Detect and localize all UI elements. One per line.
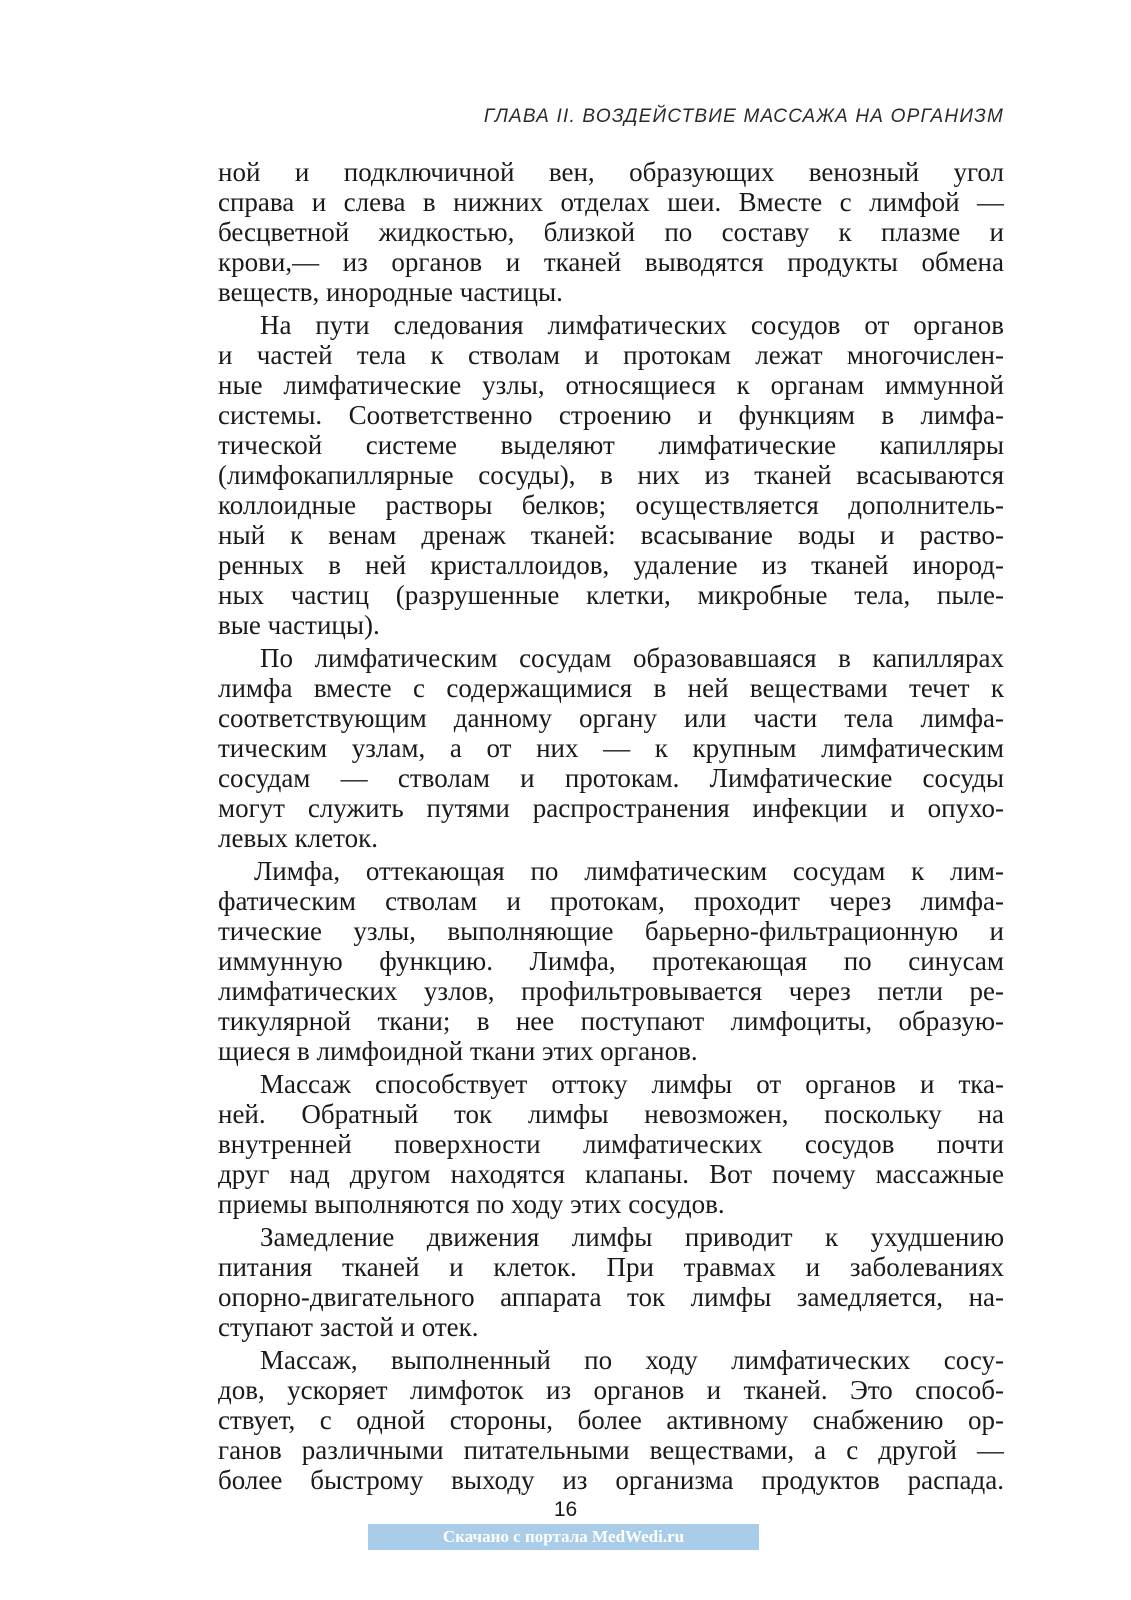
- page-number: 16: [553, 1498, 578, 1521]
- text-line: питания тканей и клеток. При травмах и заболеваниях: [218, 1252, 1004, 1282]
- text-line: вые частицы).: [218, 610, 380, 640]
- paragraph: [218, 856, 1004, 1066]
- text-line: системы. Соответственно строению и функциям в лимфа-: [218, 400, 1004, 430]
- text-line: лимфатических узлов, профильтровывается через петли ре-: [218, 976, 1004, 1006]
- text-line: левых клеток.: [218, 823, 378, 853]
- text-line: тической системе выделяют лимфатические капилляры: [218, 430, 1004, 460]
- text-line: лимфа вместе с содержащимися в ней веществами течет к: [218, 673, 1004, 703]
- text-line: Замедление движения лимфы приводит к ухудшению: [260, 1222, 1004, 1252]
- text-line: ствует, с одной стороны, более активному снабжению ор-: [218, 1405, 1004, 1435]
- text-line: ганов различными питательными веществами, а с другой —: [218, 1435, 1004, 1465]
- text-line: На пути следования лимфатических сосудов от органов: [260, 310, 1004, 340]
- text-line: Лимфа, оттекающая по лимфатическим сосудам к лим-: [254, 856, 1004, 886]
- text-line: справа и слева в нижних отделах шеи. Вместе с лимфой —: [218, 187, 1004, 217]
- text-line: сосудам — стволам и протокам. Лимфатические сосуды: [218, 763, 1004, 793]
- paragraph: [218, 1222, 1004, 1342]
- text-line: ней. Обратный ток лимфы невозможен, поскольку на: [218, 1099, 1004, 1129]
- text-body: [218, 157, 1004, 1495]
- text-line: ренных в ней кристаллоидов, удаление из тканей инород-: [218, 550, 1004, 580]
- paragraph: [218, 157, 1004, 307]
- text-line: ные лимфатические узлы, относящиеся к органам иммунной: [218, 370, 1004, 400]
- text-line: ный к венам дренаж тканей: всасывание воды и раство-: [218, 520, 1004, 550]
- text-line: веществ, инородные частицы.: [218, 277, 563, 307]
- text-line: опорно-двигательного аппарата ток лимфы замедляется, на-: [218, 1282, 1004, 1312]
- text-line: внутренней поверхности лимфатических сосудов почти: [218, 1129, 1004, 1159]
- text-line: тические узлы, выполняющие барьерно-фильтрационную и: [218, 916, 1004, 946]
- text-line: крови,— из органов и тканей выводятся продукты обмена: [218, 247, 1004, 277]
- download-watermark-banner: Скачано с портала MedWedi.ru: [368, 1524, 759, 1550]
- text-line: дов, ускоряет лимфоток из органов и тканей. Это способ-: [218, 1375, 1004, 1405]
- text-line: ступают застой и отек.: [218, 1312, 479, 1342]
- text-line: и частей тела к стволам и протокам лежат многочислен-: [218, 340, 1004, 370]
- text-line: (лимфокапиллярные сосуды), в них из тканей всасываются: [218, 460, 1004, 490]
- text-line: фатическим стволам и протокам, проходит через лимфа-: [218, 886, 1004, 916]
- text-line: Массаж, выполненный по ходу лимфатических сосу-: [260, 1345, 1004, 1375]
- paragraph: [218, 310, 1004, 640]
- text-line: тическим узлам, а от них — к крупным лимфатическим: [218, 733, 1004, 763]
- paragraph: [218, 643, 1004, 853]
- text-line: ной и подключичной вен, образующих венозный угол: [218, 157, 1004, 187]
- text-line: друг над другом находятся клапаны. Вот почему массажные: [218, 1159, 1004, 1189]
- text-line: тикулярной ткани; в нее поступают лимфоциты, образую-: [218, 1006, 1004, 1036]
- text-line: Массаж способствует оттоку лимфы от органов и тка-: [260, 1069, 1004, 1099]
- text-line: По лимфатическим сосудам образовавшаяся в капиллярах: [260, 643, 1004, 673]
- text-line: ных частиц (разрушенные клетки, микробные тела, пыле-: [218, 580, 1004, 610]
- paragraph: [218, 1345, 1004, 1495]
- text-line: приемы выполняются по ходу этих сосудов.: [218, 1189, 725, 1219]
- text-line: могут служить путями распространения инфекции и опухо-: [218, 793, 1004, 823]
- paragraph: [218, 1069, 1004, 1219]
- running-head: ГЛАВА II. ВОЗДЕЙСТВИЕ МАССАЖА НА ОРГАНИЗМ: [483, 106, 1004, 127]
- text-line: коллоидные растворы белков; осуществляется дополнитель-: [218, 490, 1004, 520]
- text-line: бесцветной жидкостью, близкой по составу к плазме и: [218, 217, 1004, 247]
- text-line: соответствующим данному органу или части тела лимфа-: [218, 703, 1004, 733]
- text-line: щиеся в лимфоидной ткани этих органов.: [218, 1036, 698, 1066]
- text-line: более быстрому выходу из организма продуктов распада.: [218, 1465, 1004, 1495]
- text-line: иммунную функцию. Лимфа, протекающая по синусам: [218, 946, 1004, 976]
